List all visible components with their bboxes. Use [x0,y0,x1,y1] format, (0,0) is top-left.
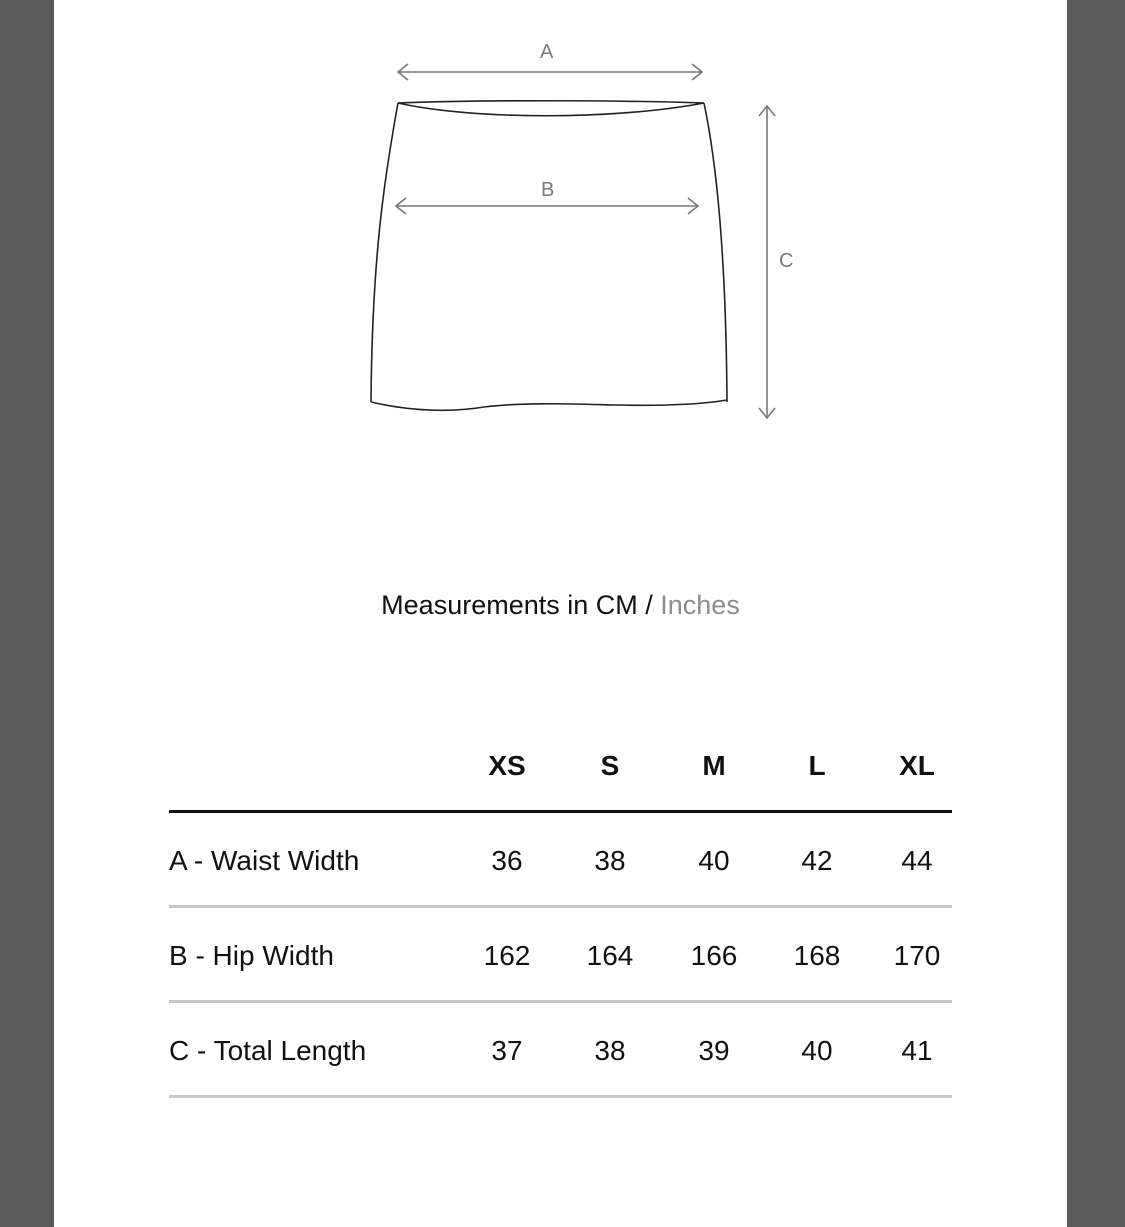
skirt-illustration [54,0,1067,460]
skirt-diagram [54,0,1067,460]
label-b: B [541,179,555,201]
table-cell: 38 [594,845,626,876]
table-row [169,908,952,1000]
units-cm[interactable]: Measurements in CM / [381,590,661,620]
table-cell: 40 [801,1035,833,1066]
arrow-a [398,64,702,80]
measurement-units-title [54,590,1067,621]
row-label: C - Total Length [169,1035,367,1066]
label-a: A [540,41,554,63]
row-label: B - Hip Width [169,940,334,971]
table-cell: 44 [901,845,933,876]
table-cell: 39 [698,1035,730,1066]
table-cell: 38 [594,1035,626,1066]
size-guide-sheet [54,0,1067,1227]
right-margin [1067,0,1125,1227]
row-label: A - Waist Width [169,845,360,876]
row-divider [169,1095,952,1098]
table-cell: 37 [491,1035,523,1066]
table-cell: 170 [893,940,941,971]
size-header: XS [488,750,526,781]
arrow-c [759,106,775,418]
table-cell: 41 [901,1035,933,1066]
table-cell: 36 [491,845,523,876]
size-table [169,738,952,1098]
table-cell: 164 [586,940,634,971]
table-row [169,1003,952,1095]
size-header-row [169,738,952,810]
left-margin [0,0,54,1227]
table-cell: 168 [793,940,841,971]
label-c: C [779,250,794,272]
table-row [169,813,952,905]
size-header: XL [899,750,935,781]
size-header: M [702,750,726,781]
size-header: S [600,750,620,781]
size-header: L [808,750,826,781]
table-cell: 42 [801,845,833,876]
table-cell: 166 [690,940,738,971]
table-cell: 162 [483,940,531,971]
table-cell: 40 [698,845,730,876]
units-inches-toggle[interactable]: Inches [660,590,740,620]
skirt-outline [371,101,727,411]
